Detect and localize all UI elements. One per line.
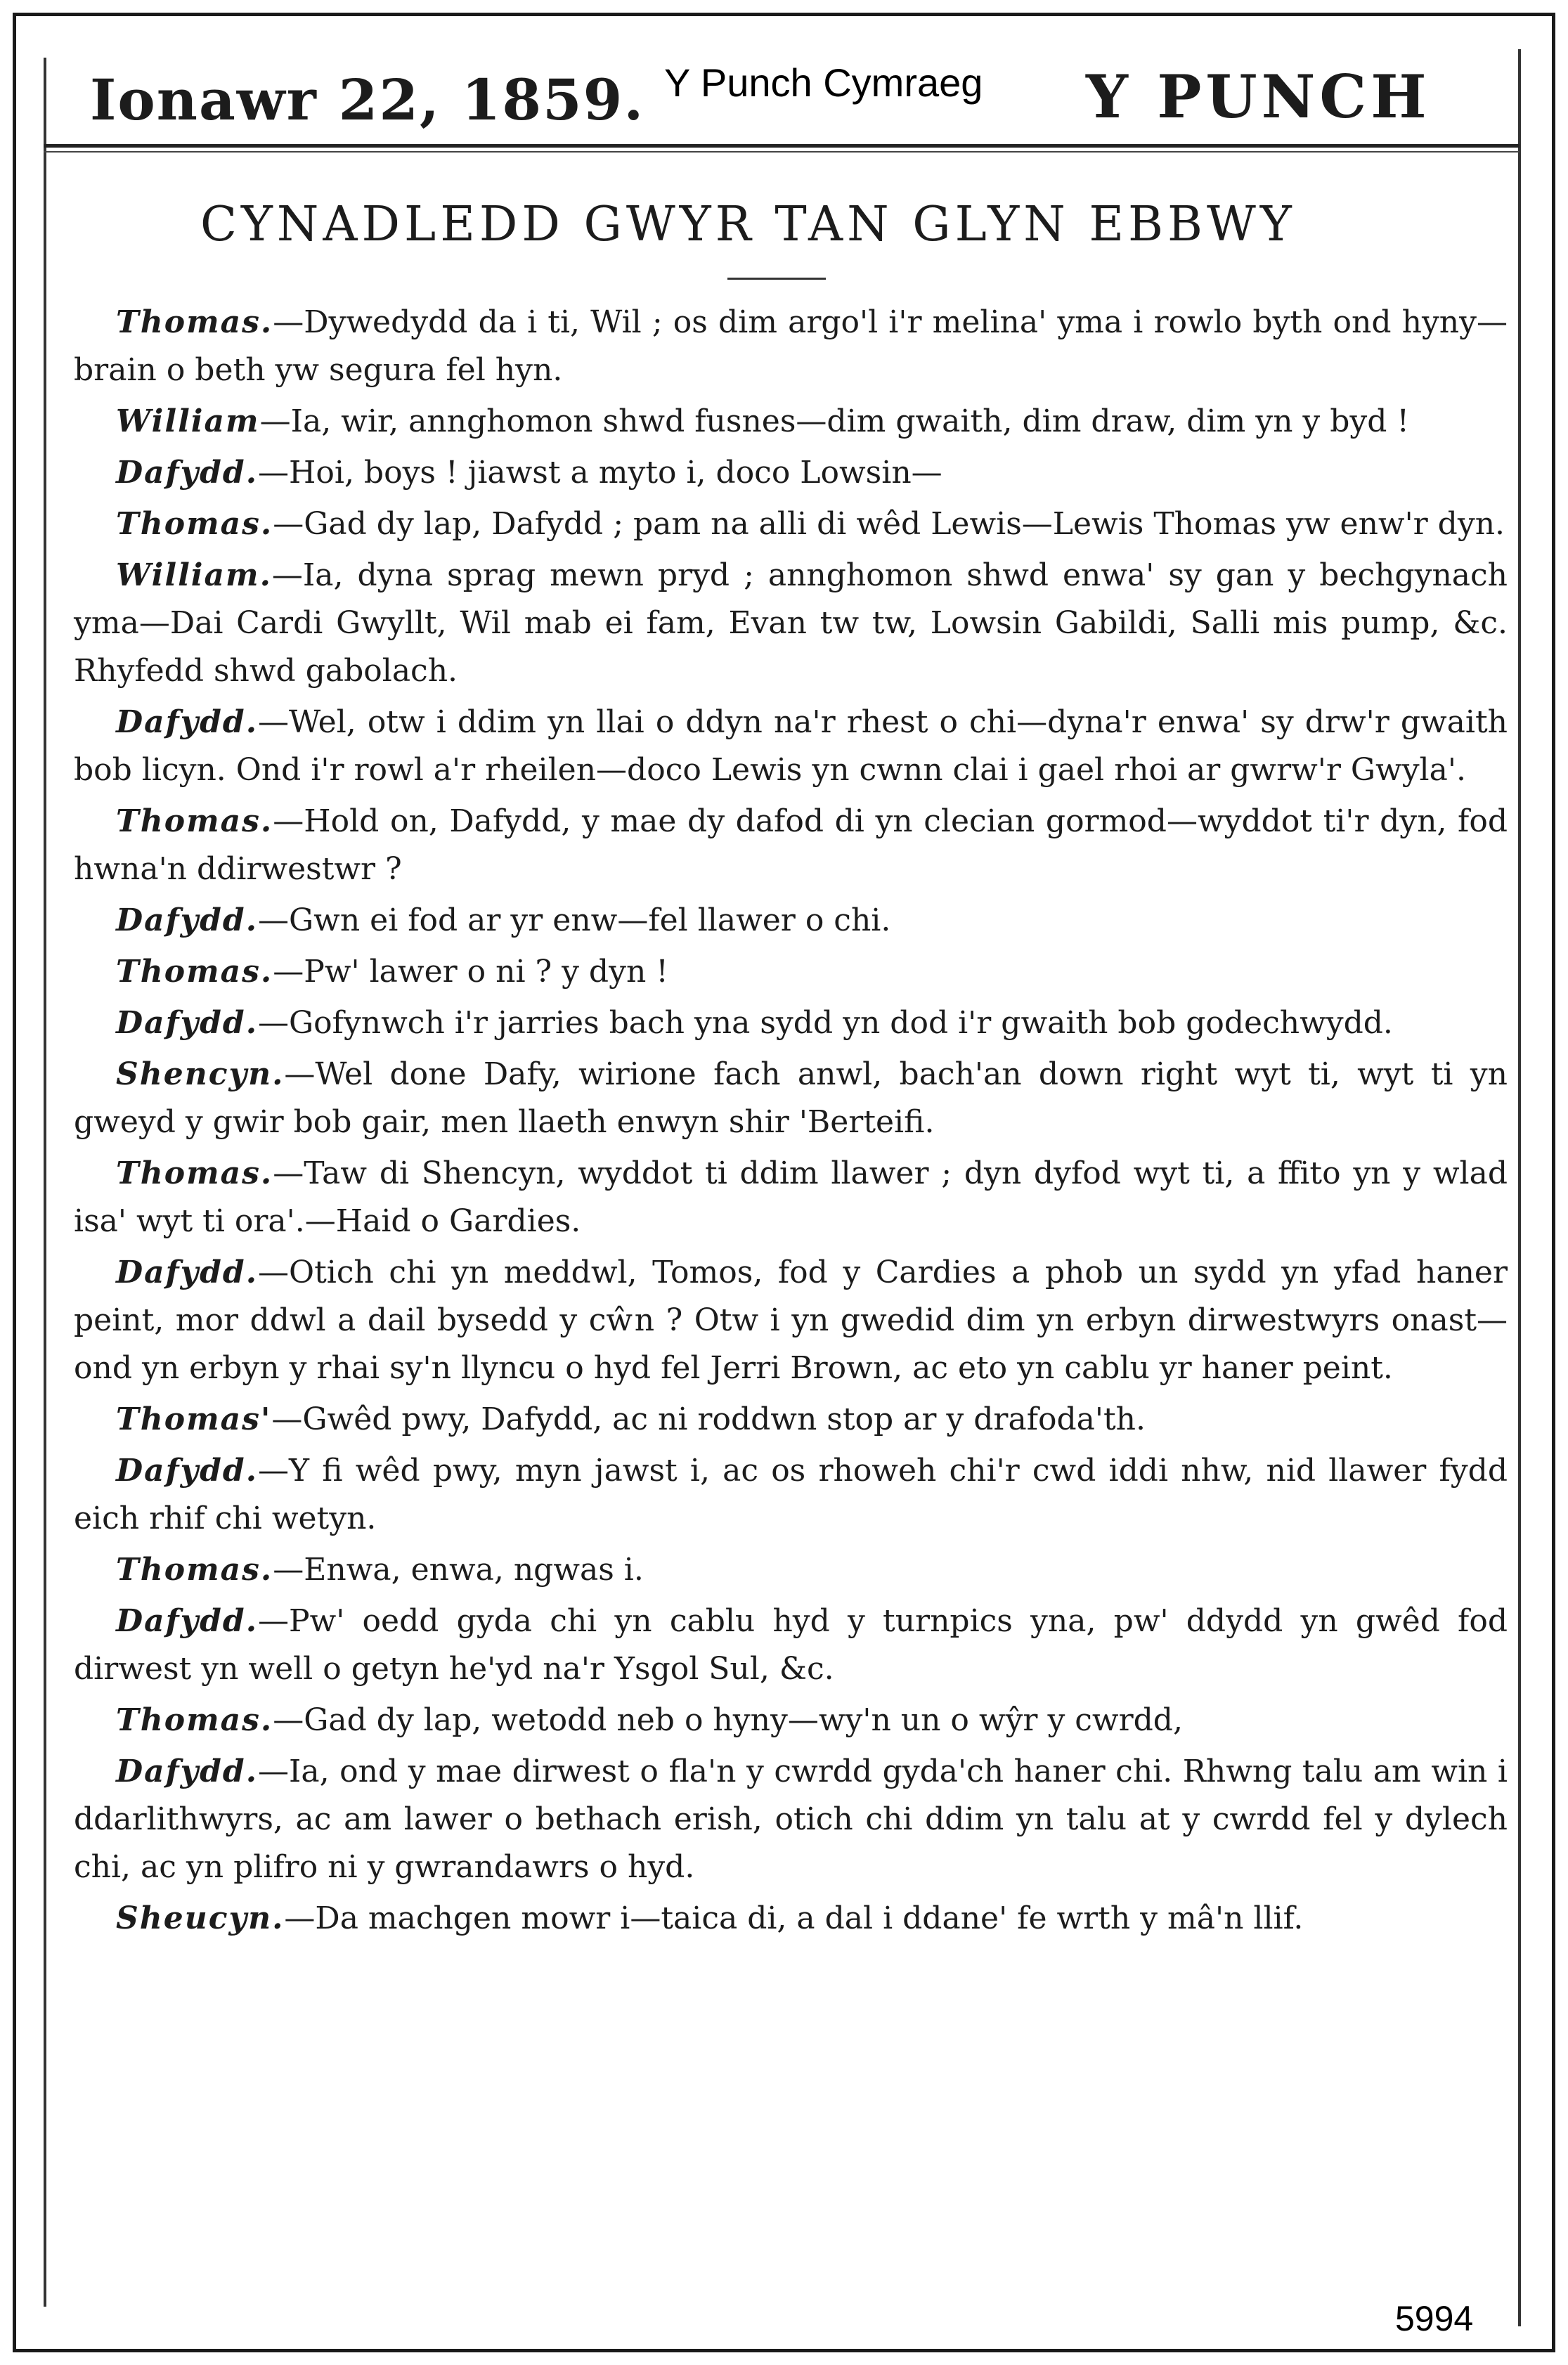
dialogue-text: —Pw' oedd gyda chi yn cablu hyd y turnpics yna, pw' ddydd yn gwêd fod dirwest yn well o getyn he'yd na'r Ysgol Sul, &c. (74, 1603, 1508, 1687)
dialogue-text: —Ia, ond y mae dirwest o fla'n y cwrdd gyda'ch haner chi. Rhwng talu am win i ddarlithwyrs, ac am lawer o bethach erish, otich chi ddim yn talu at y cwrdd fel y dylech chi, ac yn plifro ni y gwrandawrs o hyd. (74, 1754, 1508, 1885)
dialogue-text: —Pw' lawer o ni ? y dyn ! (273, 954, 668, 990)
dialogue-paragraph (74, 1150, 1508, 1245)
dialogue-paragraph (74, 552, 1508, 695)
dialogue-paragraph (74, 299, 1508, 394)
dialogue-paragraph (74, 1748, 1508, 1891)
speaker-name: Dafydd. (116, 1603, 259, 1639)
masthead-title: Y PUNCH (1086, 62, 1431, 131)
dialogue-paragraph (74, 948, 1508, 996)
column-rule-right (1518, 49, 1521, 2326)
dialogue-text: —Gad dy lap, wetodd neb o hyny—wy'n un o wŷr y cwrdd, (273, 1702, 1183, 1738)
dialogue-text: —Y fi wêd pwy, myn jawst i, ac os rhoweh chi'r cwd iddi nhw, nid llawer fydd eich rhif chi wetyn. (74, 1453, 1508, 1536)
speaker-name: Thomas. (116, 1552, 273, 1588)
header-rule-thin (44, 151, 1520, 153)
dialogue-paragraph (74, 1697, 1508, 1744)
speaker-name: Dafydd. (116, 1754, 259, 1789)
dialogue-paragraph (74, 1598, 1508, 1693)
dialogue-text: —Wel, otw i ddim yn llai o ddyn na'r rhest o chi—dyna'r enwa' sy drw'r gwaith bob licyn. Ond i'r rowl a'r rheilen—doco Lewis yn cwnn clai i gael rhoi ar gwrw'r Gwyla'. (74, 704, 1508, 788)
dialogue-paragraph (74, 500, 1508, 548)
dialogue-paragraph (74, 398, 1508, 446)
dialogue-paragraph (74, 999, 1508, 1047)
speaker-name: Thomas. (116, 304, 273, 340)
dialogue-text: —Taw di Shencyn, wyddot ti ddim llawer ; dyn dyfod wyt ti, a ffito yn y wlad isa' wyt ti ora'.—Haid o Gardies. (74, 1155, 1508, 1239)
dialogue-paragraph (74, 798, 1508, 893)
speaker-name: Dafydd. (116, 704, 259, 740)
dialogue-paragraph (74, 1447, 1508, 1543)
publication-label: Y Punch Cymraeg (664, 60, 983, 105)
dialogue-paragraph (74, 449, 1508, 497)
dialogue-text: —Hoi, boys ! jiawst a myto i, doco Lowsin— (258, 455, 942, 491)
dialogue-paragraph (74, 1249, 1508, 1392)
speaker-name: Dafydd. (116, 902, 259, 938)
dialogue-text: —Gwn ei fod ar yr enw—fel llawer o chi. (258, 902, 891, 938)
speaker-name: Thomas. (116, 506, 273, 542)
dialogue-text: —Dywedydd da i ti, Wil ; os dim argo'l i'r melina' yma i rowlo byth ond hyny—brain o beth yw segura fel hyn. (74, 304, 1508, 388)
dialogue-text: —Ia, wir, annghomon shwd fusnes—dim gwaith, dim draw, dim yn y byd ! (259, 403, 1410, 439)
speaker-name: Thomas. (116, 1155, 273, 1191)
speaker-name: Thomas. (116, 803, 273, 839)
article-title: CYNADLEDD GWYR TAN GLYN EBBWY (200, 197, 1296, 252)
dialogue-text: —Ia, dyna sprag mewn pryd ; annghomon shwd enwa' sy gan y bechgynach yma—Dai Cardi Gwyllt, Wil mab ei fam, Evan tw tw, Lowsin Gabildi, Salli mis pump, &c. Rhyfedd shwd gabolach. (74, 557, 1508, 689)
dialogue-paragraph (74, 1546, 1508, 1594)
dialogue-paragraph (74, 1396, 1508, 1444)
dialogue-text: —Otich chi yn meddwl, Tomos, fod y Cardies a phob un sydd yn yfad haner peint, mor ddwl a dail bysedd y cŵn ? Otw i yn gwedid dim yn erbyn dirwestwyrs onast—ond yn erbyn y rhai sy'n llyncu o hyd fel Jerri Brown, ac eto yn cablu yr haner peint. (74, 1255, 1508, 1386)
dialogue-text: —Gad dy lap, Dafydd ; pam na alli di wêd Lewis—Lewis Thomas yw enw'r dyn. (273, 506, 1505, 542)
speaker-name: Thomas. (116, 1702, 273, 1738)
dialogue-text: —Wel done Dafy, wirione fach anwl, bach'an down right wyt ti, wyt ti yn gweyd y gwir bob gair, men llaeth enwyn shir 'Berteifi. (74, 1056, 1508, 1140)
speaker-name: Dafydd. (116, 1005, 259, 1041)
title-divider (727, 278, 826, 280)
speaker-name: Shencyn. (116, 1056, 285, 1092)
column-rule-left (44, 58, 46, 2307)
speaker-name: William (116, 403, 260, 439)
speaker-name: William. (116, 557, 272, 593)
dialogue-paragraph (74, 897, 1508, 945)
dialogue-paragraph (74, 699, 1508, 794)
dialogue-text: —Enwa, enwa, ngwas i. (273, 1552, 644, 1588)
article-body (74, 299, 1508, 1946)
dialogue-text: —Gwêd pwy, Dafydd, ac ni roddwn stop ar y drafoda'th. (271, 1401, 1146, 1437)
header-rule (44, 144, 1520, 148)
speaker-name: Thomas. (116, 954, 273, 990)
dialogue-paragraph (74, 1895, 1508, 1943)
page-number: 5994 (1395, 2299, 1474, 2338)
speaker-name: Dafydd. (116, 455, 259, 491)
dialogue-paragraph (74, 1051, 1508, 1146)
dialogue-text: —Da machgen mowr i—taica di, a dal i ddane' fe wrth y mâ'n llif. (284, 1900, 1304, 1936)
issue-date: Ionawr 22, 1859. (90, 67, 645, 133)
speaker-name: Thomas' (116, 1401, 272, 1437)
speaker-name: Dafydd. (116, 1453, 259, 1489)
speaker-name: Sheucyn. (116, 1900, 285, 1936)
dialogue-text: —Hold on, Dafydd, y mae dy dafod di yn clecian gormod—wyddot ti'r dyn, fod hwna'n ddirwestwr ? (74, 803, 1508, 887)
speaker-name: Dafydd. (116, 1255, 259, 1290)
dialogue-text: —Gofynwch i'r jarries bach yna sydd yn dod i'r gwaith bob godechwydd. (258, 1005, 1393, 1041)
